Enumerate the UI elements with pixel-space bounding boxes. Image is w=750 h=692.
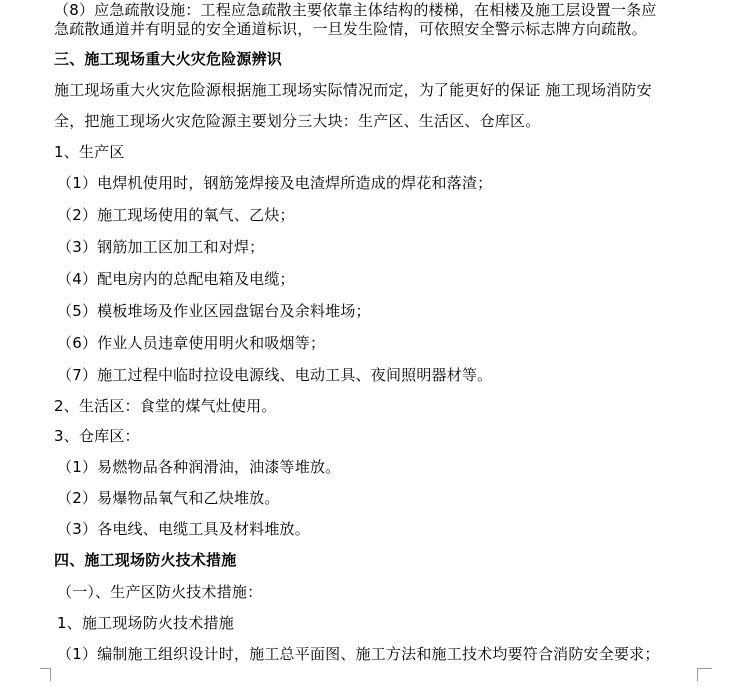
- subheading: （一）、生产区防火技术措施：: [57, 583, 263, 601]
- list-item: （3）各电线、电缆工具及材料堆放。: [57, 520, 310, 538]
- subheading: 3、仓库区：: [54, 427, 140, 445]
- list-item: （2）施工现场使用的氧气、乙炔；: [57, 206, 295, 224]
- paragraph-line: 急疏散通道并有明显的安全通道标识，一旦发生险情，可依照安全警示标志牌方向疏散。: [54, 20, 647, 38]
- list-item: （7）施工过程中临时拉设电源线、电动工具、夜间照明器材等。: [57, 366, 493, 384]
- list-item: （1）编制施工组织设计时，施工总平面图、施工方法和施工技术均要符合消防安全要求；: [57, 645, 660, 663]
- page-corner-mark: [697, 668, 712, 681]
- page-corner-mark: [40, 668, 51, 681]
- list-item: （2）易爆物品氧气和乙炔堆放。: [57, 489, 280, 507]
- paragraph-line: 施工现场重大火灾危险源根据施工现场实际情况而定，为了能更好的保证 施工现场消防安: [54, 81, 652, 99]
- list-item: （1）易燃物品各种润滑油，油漆等堆放。: [57, 458, 341, 476]
- list-item: （1）电焊机使用时，钢筋笼焊接及电渣焊所造成的焊花和落渣；: [57, 174, 493, 192]
- list-item: （4）配电房内的总配电箱及电缆；: [57, 270, 295, 288]
- list-item: （5）模板堆场及作业区园盘锯台及余料堆场；: [57, 302, 371, 320]
- list-item: （3）钢筋加工区加工和对焊；: [57, 238, 265, 256]
- paragraph-line: （8）应急疏散设施：工程应急疏散主要依靠主体结构的楼梯，在相楼及施工层设置一条应: [54, 1, 657, 19]
- subheading: 1、生产区: [54, 143, 125, 161]
- paragraph-line: 全，把施工现场火灾危险源主要划分三大块：生产区、生活区、仓库区。: [54, 112, 541, 130]
- list-item: （6）作业人员违章使用明火和吸烟等；: [57, 334, 326, 352]
- subheading: 2、生活区：食堂的煤气灶使用。: [54, 397, 277, 415]
- section-heading: 三、施工现场重大火灾危险源辨识: [54, 50, 283, 68]
- section-heading: 四、施工现场防火技术措施: [54, 551, 237, 569]
- subheading: 1、施工现场防火技术措施: [57, 614, 234, 632]
